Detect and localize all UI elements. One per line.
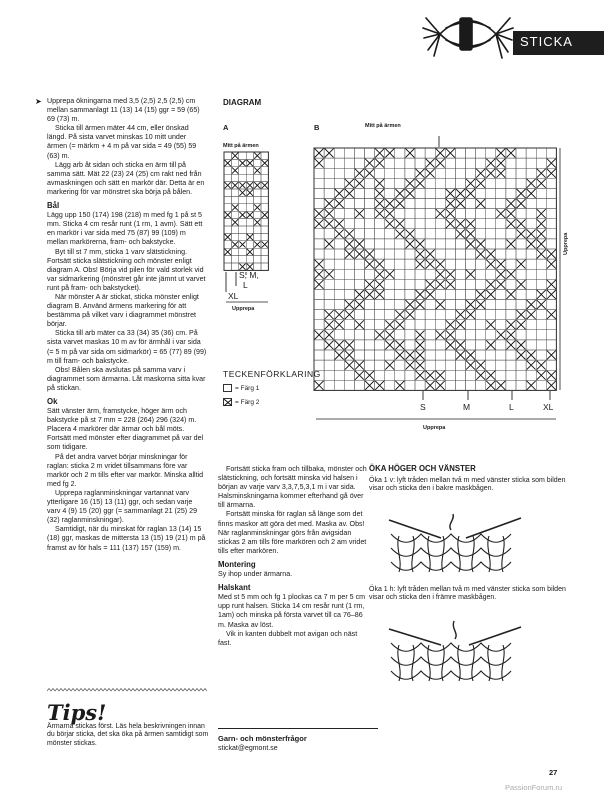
size-label-a-xl: XL xyxy=(228,291,239,301)
body-paragraph: Byt till st 7 mm, sticka 1 varv slätstickning. Fortsätt sticka slätstickning och mönster enligt diagram A. Obs! Börja vid pilen för vald storlek vid var sidmarkering (mönstret går inte jämnt ut varvet runt på fram- och bakstycket). xyxy=(47,247,206,292)
size-label-b-m: M xyxy=(463,402,471,412)
neckband-paragraph: Med st 5 mm och fg 1 plockas ca 7 m per 5 cm upp runt halsen. Sticka 14 cm resår runt (1 rm, 1am) och minska på första varvet till ca 76–86 m. Maska av löst. xyxy=(218,593,366,629)
sleeve-paragraph: Upprepa ökningarna med 3,5 (2,5) 2,5 (2,5) cm mellan sammanlagt 11 (13) 14 (15) ggr = 59 (65) 69 (73) m. xyxy=(47,97,200,124)
body-paragraph: Sticka till arb mäter ca 33 (34) 35 (36) cm. På sista varvet maskas 10 m av för ärmhål i var sida (= 5 m på var sida om sidmarkör) = 65 (77) 89 (99) m till fram- och bakstycke. xyxy=(47,329,207,365)
legend-item-color1: = Färg 1 xyxy=(223,384,259,392)
diagram-a-label: A xyxy=(223,123,229,132)
empty-square-icon xyxy=(223,384,232,392)
section-tag: STICKA xyxy=(513,31,604,55)
contact-heading: Garn- och mönsterfrågor xyxy=(218,733,307,743)
yarn-skein-icon xyxy=(418,8,516,60)
diagram-b-label: B xyxy=(314,123,320,132)
diagram-b-side-repeat-label: Upprepa xyxy=(563,232,569,255)
size-label-a-l: L xyxy=(243,280,248,290)
diagram-title: DIAGRAM xyxy=(223,98,262,107)
body-paragraph: Lägg upp 150 (174) 198 (218) m med fg 1 på st 5 mm. Sticka 4 cm resår runt (1 rm, 1 avm). Sätt ett en markör i var sida med 75 (87) 99 (109) m mellan markörerna, fram- och bakstycke. xyxy=(47,211,203,247)
tips-title: Tips! xyxy=(47,700,107,725)
size-label-b-s: S xyxy=(420,402,426,412)
contact-block xyxy=(218,728,378,753)
crossed-square-icon xyxy=(223,398,232,406)
body-paragraph: Obs! Bålen ska avslutas på samma varv i diagrammet som ärmarna. Låt maskorna sitta kvar på stickan. xyxy=(47,365,206,392)
instructions-column-3 xyxy=(218,465,370,648)
legend-title: TECKENFÖRKLARING xyxy=(223,369,321,379)
yoke-paragraph: Sätt vänster ärm, framstycke, höger ärm och bakstycke på st 7 mm = 228 (264) 296 (324) m. Placera 4 markörer där ärmar och bål möts. Fortsätt med mönster efter diagrammet på var del som tidigare. xyxy=(47,407,204,452)
diagram-b-chart xyxy=(310,132,570,440)
page-number: 27 xyxy=(549,768,558,777)
diagram-b-repeat-label: Upprepa xyxy=(423,425,446,431)
yoke-paragraph: På det andra varvet börjar minskningar för raglan: sticka 2 m vridet tillsammans före var markör och 2 m tills efter var markör. Minska alltid med fg 2. xyxy=(47,452,204,488)
neckband-paragraph: Vik in kanten dubbelt mot avigan och näst fast. xyxy=(218,629,358,647)
instructions-column-1 xyxy=(47,97,207,553)
knitting-increase-right-illustration xyxy=(381,609,531,691)
decorative-zigzag-divider xyxy=(47,688,207,694)
continue-arrow-icon: ➤ xyxy=(35,97,42,106)
diagram-a-center-label: Mitt på ärmen xyxy=(223,143,259,149)
body-paragraph: När mönster A är stickat, sticka mönster enligt diagram B. Använd ärmens markering för att bestämma på vilket varv i diagrammet mönstret börjar. xyxy=(47,292,199,329)
section-heading-ok: Ok xyxy=(47,397,58,406)
contact-divider xyxy=(218,728,378,729)
size-label-b-l: L xyxy=(509,402,514,412)
sleeve-paragraph: Lägg arb åt sidan och sticka en ärm till på samma sätt. Mät 22 (23) 24 (25) cm rakt ned från avmaskningen och sätt en markör där. Detta är en markering för var mönstret ska börja på bålen. xyxy=(47,160,205,196)
section-heading-bal: Bål xyxy=(47,201,60,211)
contact-email[interactable]: stickat@egmont.se xyxy=(218,744,278,752)
tips-text: Ärmarna stickas först. Läs hela beskrivningen innan du börjar sticka, det ska öka på ärmen samtidigt som mönster stickas. xyxy=(47,723,209,747)
size-label-b-xl: XL xyxy=(543,402,554,412)
finishing-paragraph: Fortsätt sticka fram och tillbaka, mönster och slätstickning, och fortsätt minska vid halsen i början av varje varv 3,3,7,5,3,1 m i var sida. Halsminskningarna kommer efterhand gå över till ärmarna. xyxy=(218,465,367,510)
diagram-b-center-label: Mitt på ärmen xyxy=(365,123,401,129)
watermark: PassionForum.ru xyxy=(505,783,563,792)
diagram-a-repeat-label: Upprepa xyxy=(232,306,255,312)
yoke-paragraph: Samtidigt, när du minskat för raglan 13 (14) 15 (18) ggr, maskas de mittersta 13 (15) 19 (21) m på framst av för hals = 111 (137) 157 (159) m. xyxy=(47,525,206,552)
increase-right-text: Öka 1 h: lyft tråden mellan två m med vänster sticka som bilden visar och sticka den i främre maskbågen. xyxy=(369,585,566,601)
montering-text: Sy ihop under ärmarna. xyxy=(218,570,293,579)
increase-left-text: Öka 1 v: lyft tråden mellan två m med vänster sticka som bilden visar och sticka den i bakre maskbågen. xyxy=(369,476,566,492)
finishing-paragraph: Fortsätt minska för raglan så länge som det finns maskor att göra det med. Maska av. Obs! När raglanminskningar görs från avigsidan stickas 2 am tills före markören och 2 am vridet tills efter markören. xyxy=(218,510,367,555)
increase-heading: ÖKA HÖGER OCH VÄNSTER xyxy=(369,464,476,473)
legend-item-color2: = Färg 2 xyxy=(223,398,259,406)
section-heading-halskant: Halskant xyxy=(218,583,251,593)
increase-instructions xyxy=(369,465,569,691)
yoke-paragraph: Upprepa raglanminskningar vartannat varv ytterligare 16 (15) 13 (11) ggr, och sedan varje varv 4 (9) 15 (20) ggr (= sammanlagt 21 (25) 29 (32) raglanminskningar). xyxy=(47,488,198,525)
sleeve-paragraph: Sticka till ärmen mäter 44 cm, eller önskad längd. På sista varvet minskas 10 mitt under ärmen (= märkm + 4 m på var sida = 49 (55) 59 (63) m. xyxy=(47,124,197,160)
section-heading-montering: Montering xyxy=(218,559,256,569)
knitting-increase-left-illustration xyxy=(381,500,531,582)
size-label-a-sm: S, M, xyxy=(239,270,259,280)
